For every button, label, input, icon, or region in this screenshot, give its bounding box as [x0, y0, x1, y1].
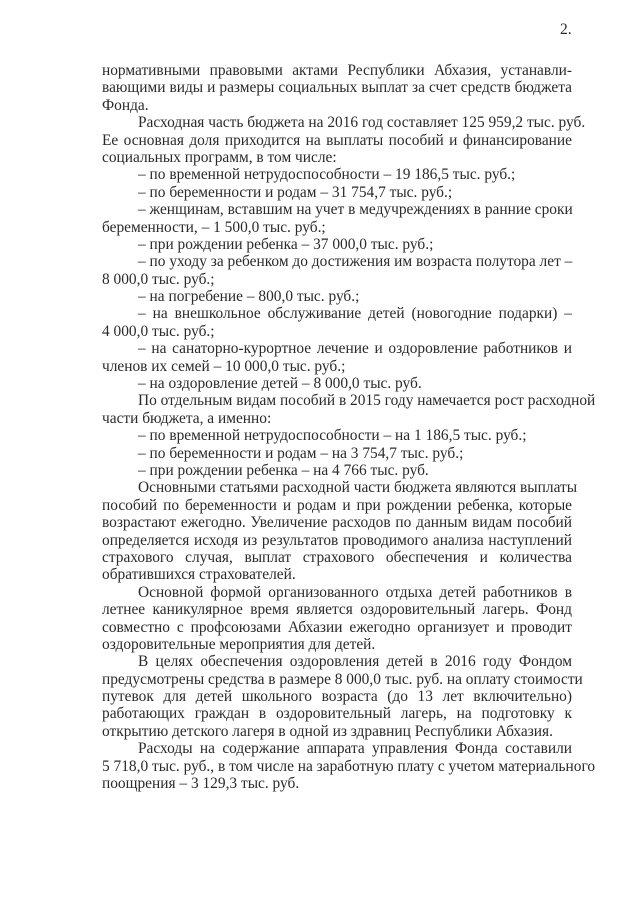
paragraph [102, 114, 586, 166]
paragraph [102, 375, 572, 392]
text-line: страхового случая, выплат страхового обеспечения и количества [102, 548, 572, 566]
text-line: пособий по беременности и родам и при рождении ребенка, которые [102, 496, 572, 514]
text-line: – на внешкольное обслуживание детей (новогодние подарки) – [138, 305, 572, 323]
text-line: Основной формой организованного отдыха детей работников в [138, 583, 572, 601]
text-line: Фонда. [102, 96, 149, 114]
paragraph [102, 479, 578, 584]
text-line: – по временной нетрудоспособности – на 1 186,5 тыс. руб.; [138, 427, 527, 445]
text-line: социальных программ, в том числе: [102, 148, 337, 166]
paragraph [102, 445, 572, 462]
text-line: 5 718,0 тыс. руб., в том числе на заработную плату с учетом материального [102, 757, 596, 775]
paragraph [102, 740, 596, 793]
text-line: По отдельным видам пособий в 2015 году намечается рост расходной [138, 392, 596, 410]
paragraph [102, 288, 572, 305]
paragraph [102, 305, 572, 340]
paragraph [102, 184, 572, 201]
text-line: – на оздоровление детей – 8 000,0 тыс. руб. [138, 375, 422, 393]
paragraph [102, 653, 583, 740]
text-line: определяется исходя из результатов проводимого анализа наступлений [102, 531, 572, 549]
page-number: 2. [560, 21, 572, 38]
document-body [102, 62, 596, 793]
text-line: 8 000,0 тыс. руб.; [102, 270, 215, 288]
text-line: – по беременности и родам – на 3 754,7 тыс. руб.; [138, 444, 464, 462]
text-line: оздоровительные мероприятия для детей. [102, 635, 376, 653]
text-line: путевок для детей школьного возраста (до 13 лет включительно) [102, 688, 572, 706]
text-line: предусмотрены средства в размере 8 000,0 тыс. руб. на оплату стоимости [102, 670, 583, 688]
paragraph [102, 236, 572, 253]
text-line: поощрения – 3 129,3 тыс. руб. [102, 775, 300, 793]
paragraph [102, 427, 572, 444]
text-line: 4 000,0 тыс. руб.; [102, 322, 215, 340]
text-line: обратившихся страхователей. [102, 566, 296, 584]
text-line: Расходная часть бюджета на 2016 год составляет 125 959,2 тыс. руб. [138, 114, 586, 132]
paragraph [102, 392, 596, 427]
text-line: – при рождении ребенка – 37 000,0 тыс. руб.; [138, 235, 434, 253]
text-line: беременности, – 1 500,0 тыс. руб.; [102, 218, 326, 236]
paragraph [102, 584, 572, 654]
text-line: – женщинам, вставшим на учет в медучреждениях в ранние сроки [138, 201, 573, 219]
text-line: совместно с профсоюзами Абхазии ежегодно организует и проводит [102, 618, 572, 636]
text-line: Ее основная доля приходится на выплаты пособий и финансирование [102, 131, 572, 149]
text-line: – по временной нетрудоспособности – 19 186,5 тыс. руб.; [138, 166, 516, 184]
text-line: – на санаторно-курортное лечение и оздоровление работников и [138, 340, 572, 358]
paragraph [102, 253, 572, 288]
text-line: Расходы на содержание аппарата управления Фонда составили [138, 740, 572, 758]
text-line: открытию детского лагеря в одной из здравниц Республики Абхазия. [102, 722, 553, 740]
text-line: нормативными правовыми актами Республики Абхазия, устанавли- [102, 62, 572, 79]
text-line: возрастают ежегодно. Увеличение расходов по данным видам пособий [102, 514, 572, 532]
paragraph [102, 201, 572, 236]
text-line: членов их семей – 10 000,0 тыс. руб.; [102, 357, 346, 375]
text-line: части бюджета, а именно: [102, 409, 272, 427]
paragraph [102, 462, 572, 479]
paragraph [102, 62, 572, 114]
text-line: – на погребение – 800,0 тыс. руб.; [138, 288, 360, 306]
text-line: вающими виды и размеры социальных выплат за счет средств бюджета [102, 79, 572, 97]
paragraph [102, 340, 572, 375]
text-line: Основными статьями расходной части бюджета являются выплаты [138, 479, 578, 497]
text-line: – при рождении ребенка – на 4 766 тыс. руб. [138, 461, 429, 479]
text-line: летнее каникулярное время является оздоровительный лагерь. Фонд [102, 601, 572, 619]
text-line: – по уходу за ребенком до достижения им возраста полутора лет – [138, 253, 573, 271]
text-line: – по беременности и родам – 31 754,7 тыс. руб.; [138, 183, 453, 201]
text-line: В целях обеспечения оздоровления детей в 2016 году Фондом [138, 653, 572, 671]
text-line: работающих граждан в оздоровительный лагерь, на подготовку к [102, 705, 572, 723]
paragraph [102, 166, 572, 183]
